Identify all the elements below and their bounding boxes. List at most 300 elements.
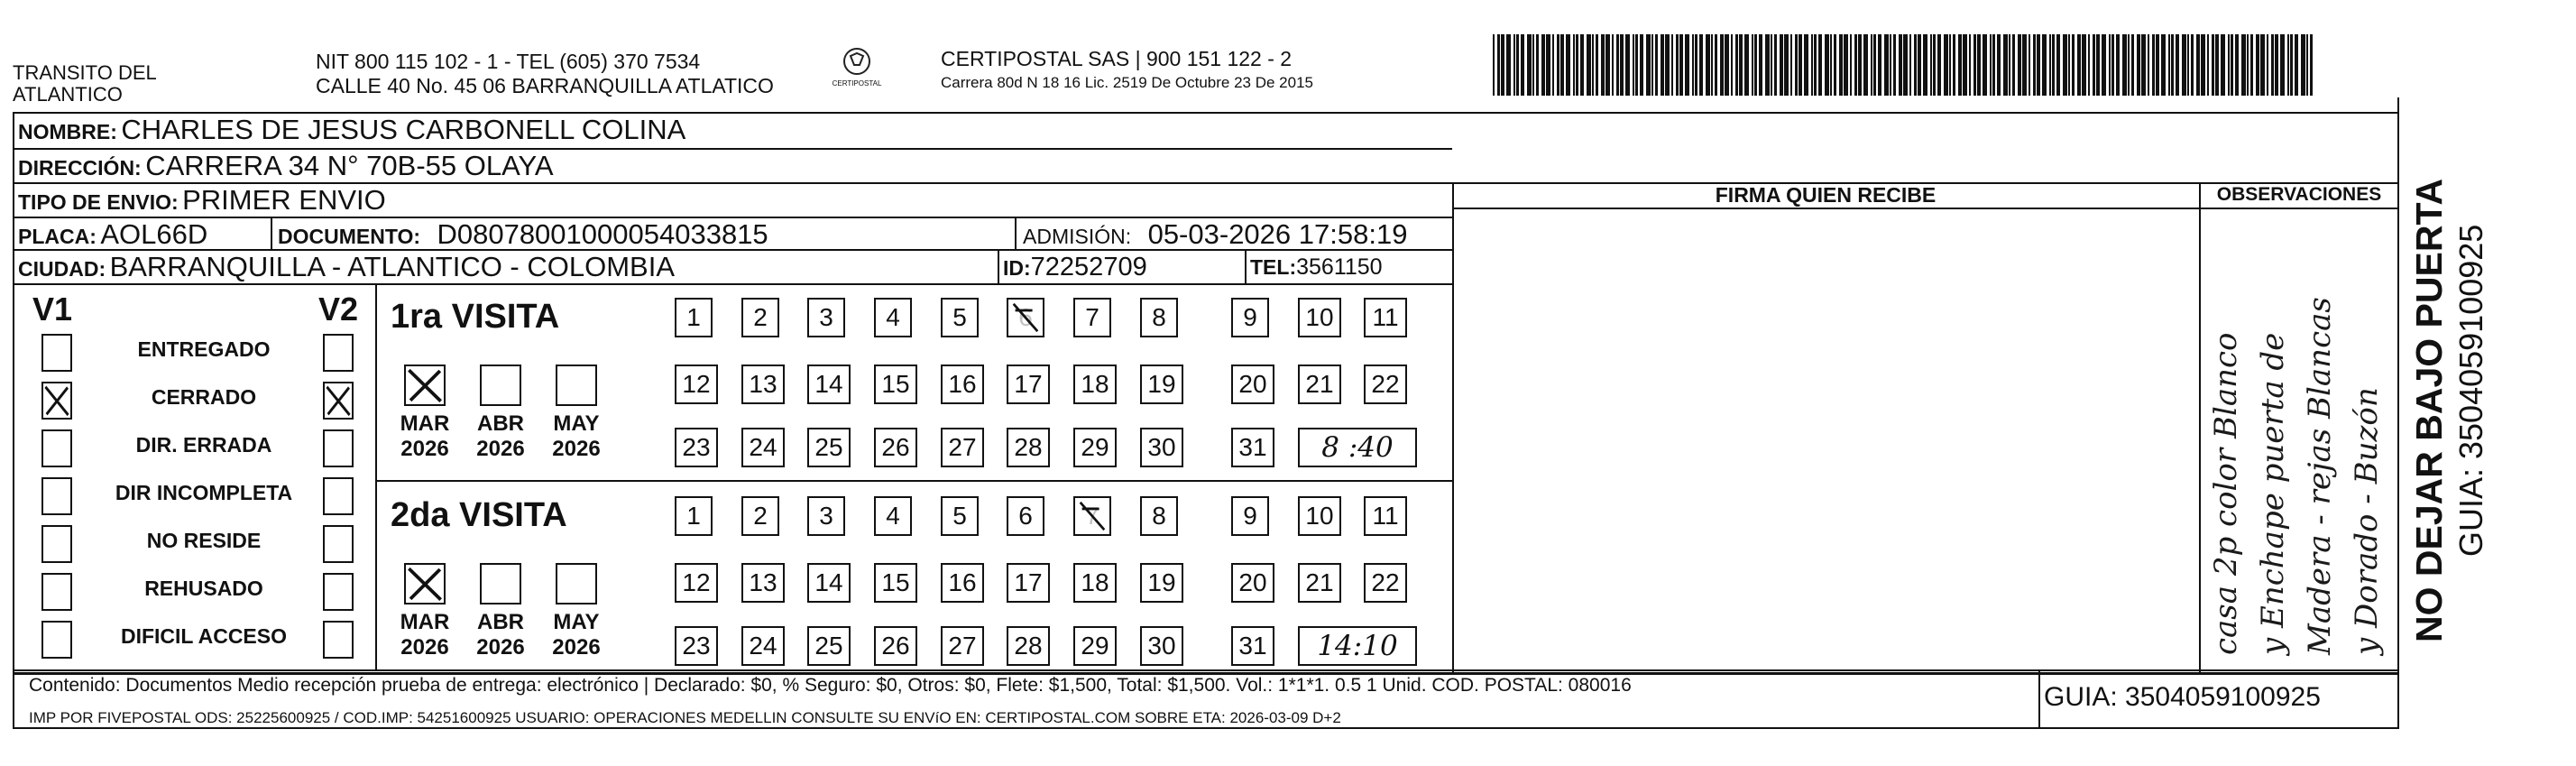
- day-box[interactable]: [675, 298, 713, 337]
- check-mark-icon: [325, 383, 352, 418]
- barcode-bar: [2096, 34, 2100, 96]
- barcode-bar: [1576, 34, 1578, 96]
- tel-value: 3561150: [1296, 254, 1383, 280]
- barcode-bar: [1587, 34, 1591, 96]
- barcode-bar: [1953, 34, 1955, 96]
- barcode-bar: [1825, 34, 1829, 96]
- barcode-bar: [2033, 34, 2036, 96]
- barcode-bar: [1818, 34, 1822, 96]
- barcode-bar: [1977, 34, 1981, 96]
- direccion-label: DIRECCIÓN:: [18, 156, 142, 180]
- month-year: 2026: [476, 635, 525, 660]
- observations-area: [2201, 209, 2396, 668]
- barcode-bar: [1592, 34, 1594, 96]
- day-box[interactable]: [1298, 365, 1341, 404]
- barcode-bar: [2156, 34, 2159, 96]
- barcode-bar: [2310, 34, 2313, 96]
- barcode-bar: [1501, 34, 1504, 96]
- day-box[interactable]: [1073, 365, 1117, 404]
- day-box[interactable]: [1298, 298, 1341, 337]
- day-number: 7: [1085, 502, 1099, 530]
- barcode-bar: [1601, 34, 1605, 96]
- day-box[interactable]: [941, 626, 984, 666]
- barcode-bar: [2003, 34, 2008, 96]
- day-number: 7: [1085, 303, 1099, 331]
- day-number: 2: [753, 502, 768, 530]
- day-number: 23: [682, 433, 711, 461]
- day-box[interactable]: [741, 298, 779, 337]
- barcode-bar: [2168, 34, 2170, 96]
- barcode-bar: [1899, 34, 1902, 96]
- day-number: 21: [1305, 370, 1334, 398]
- day-box[interactable]: [1364, 563, 1407, 603]
- barcode-bar: [2018, 34, 2021, 96]
- day-number: 10: [1305, 303, 1334, 331]
- day-box[interactable]: [874, 626, 917, 666]
- day-number: 27: [948, 632, 977, 660]
- day-number: 30: [1147, 433, 1176, 461]
- status-v2-checkbox[interactable]: [323, 573, 354, 611]
- visit-time[interactable]: 14:10: [1298, 626, 1417, 666]
- day-number: 2: [753, 303, 768, 331]
- barcode-bar: [1497, 34, 1500, 96]
- day-box[interactable]: [1073, 626, 1117, 666]
- barcode-bar: [2063, 34, 2067, 96]
- barcode-bar: [2161, 34, 2166, 96]
- barcode-bar: [2088, 34, 2090, 96]
- barcode-bar: [1676, 34, 1679, 96]
- month-checkbox[interactable]: [480, 365, 521, 406]
- placa-label: PLACA:: [18, 225, 97, 248]
- day-box[interactable]: [1140, 428, 1183, 467]
- barcode-bar: [1573, 34, 1575, 96]
- barcode-bar: [1997, 34, 2001, 96]
- ciudad-field: [18, 251, 675, 283]
- barcode-bar: [2022, 34, 2027, 96]
- barcode-bar: [1752, 34, 1753, 96]
- signature-area[interactable]: [1454, 209, 2197, 668]
- status-v2-checkbox[interactable]: [323, 382, 354, 420]
- nombre-row: [18, 114, 685, 146]
- day-box[interactable]: [941, 496, 979, 536]
- day-box[interactable]: [1073, 563, 1117, 603]
- day-number: 30: [1147, 632, 1176, 660]
- day-box[interactable]: [1140, 365, 1183, 404]
- barcode-bar: [2215, 34, 2219, 96]
- barcode-bar: [2235, 34, 2239, 96]
- day-box[interactable]: [741, 626, 785, 666]
- day-number: 5: [952, 502, 967, 530]
- logo-text: CERTIPOSTAL: [832, 79, 882, 88]
- barcode-bar: [2241, 34, 2246, 96]
- month-name: ABR: [477, 610, 524, 634]
- direccion-row: [18, 150, 554, 182]
- barcode-bar: [1640, 34, 1643, 96]
- barcode-bar: [1990, 34, 1992, 96]
- barcode-bar: [2191, 34, 2194, 96]
- barcode-bar: [2111, 34, 2114, 96]
- day-box[interactable]: [741, 428, 785, 467]
- barcode-bar: [2228, 34, 2230, 96]
- day-box[interactable]: [874, 428, 917, 467]
- day-box[interactable]: [1007, 365, 1050, 404]
- barcode-bar: [2116, 34, 2120, 96]
- barcode-bar: [1983, 34, 1987, 96]
- visit-time[interactable]: 8 :40: [1298, 428, 1417, 467]
- barcode-bar: [2109, 34, 2111, 96]
- status-v1-checkbox[interactable]: [41, 573, 72, 611]
- day-box[interactable]: [941, 365, 984, 404]
- barcode-bar: [1596, 34, 1598, 96]
- status-v1-checkbox[interactable]: [41, 334, 72, 372]
- barcode-bar: [1830, 34, 1832, 96]
- day-box[interactable]: [1231, 298, 1269, 337]
- imp-line: IMP POR FIVEPOSTAL ODS: 25225600925 / COD.IMP: 54251600925 USUARIO: OPERACIONES MEDELLIN CONSULTE SU ENVíO EN: CERTIPOSTAL.COM SOBRE ETA: 2026-03-09 D+2: [29, 709, 1341, 726]
- documento-label: DOCUMENTO:: [278, 225, 421, 248]
- barcode-bar: [1616, 34, 1619, 96]
- barcode-bar: [1933, 34, 1936, 96]
- day-number: 6: [1018, 502, 1033, 530]
- barcode-bar: [1918, 34, 1921, 96]
- barcode-bar: [1699, 34, 1703, 96]
- barcode-bar: [1884, 34, 1889, 96]
- documento-value: D08078001000054033815: [437, 218, 768, 250]
- day-box[interactable]: [1364, 365, 1407, 404]
- day-box[interactable]: [807, 365, 851, 404]
- status-label: DIR INCOMPLETA: [115, 481, 293, 504]
- day-number: 16: [948, 370, 977, 398]
- barcode: [1493, 34, 2314, 97]
- barcode-bar: [1557, 34, 1559, 96]
- barcode-bar: [1850, 34, 1852, 96]
- barcode-bar: [1580, 34, 1584, 96]
- v1-header: V1: [32, 291, 73, 328]
- status-label: REHUSADO: [144, 577, 263, 600]
- day-number: 17: [1014, 370, 1043, 398]
- barcode-bar: [1949, 34, 1951, 96]
- status-v1-checkbox[interactable]: [41, 382, 72, 420]
- certipostal-logo: [821, 45, 893, 101]
- check-mark-icon: [43, 383, 70, 418]
- day-number: 6: [1018, 303, 1033, 331]
- sender-name-line2: ATLANTICO: [13, 83, 123, 106]
- day-number: 8: [1152, 303, 1166, 331]
- barcode-bar: [1655, 34, 1658, 96]
- tipo-envio-value: PRIMER ENVIO: [182, 184, 386, 216]
- day-box[interactable]: [1007, 298, 1044, 337]
- month-checkbox[interactable]: [404, 365, 446, 406]
- day-box[interactable]: [1231, 496, 1269, 536]
- id-field: [1003, 253, 1147, 282]
- barcode-bar: [1765, 34, 1770, 96]
- day-box[interactable]: [941, 563, 984, 603]
- barcode-bar: [1633, 34, 1634, 96]
- barcode-bar: [2280, 34, 2285, 96]
- barcode-bar: [2137, 34, 2140, 96]
- barcode-bar: [1513, 34, 1515, 96]
- barcode-bar: [2068, 34, 2070, 96]
- barcode-bar: [1695, 34, 1697, 96]
- barcode-bar: [1811, 34, 1813, 96]
- barcode-bar: [1923, 34, 1927, 96]
- day-box[interactable]: [1007, 496, 1044, 536]
- day-number: 29: [1081, 433, 1109, 461]
- barcode-bar: [1665, 34, 1670, 96]
- month-year: 2026: [552, 437, 601, 461]
- admision-label: ADMISIÓN:: [1023, 225, 1132, 248]
- day-number: 8: [1152, 502, 1166, 530]
- barcode-bar: [1612, 34, 1614, 96]
- barcode-bar: [1706, 34, 1710, 96]
- nombre-label: NOMBRE:: [18, 120, 117, 143]
- status-v2-checkbox[interactable]: [323, 429, 354, 467]
- month-name: ABR: [477, 411, 524, 436]
- handwritten-line: casa 2p color Blanco: [2208, 332, 2244, 655]
- day-box[interactable]: [1140, 563, 1183, 603]
- barcode-bar: [1711, 34, 1713, 96]
- direccion-value: CARRERA 34 N° 70B-55 OLAYA: [145, 150, 554, 181]
- month-checkbox[interactable]: [556, 563, 597, 604]
- month-year: 2026: [400, 437, 449, 461]
- barcode-bar: [1963, 34, 1967, 96]
- barcode-bar: [1651, 34, 1653, 96]
- barcode-bar: [1771, 34, 1772, 96]
- day-box[interactable]: [1231, 365, 1274, 404]
- day-box[interactable]: [807, 626, 851, 666]
- barcode-bar: [2287, 34, 2289, 96]
- day-number: 10: [1305, 502, 1334, 530]
- barcode-bar: [2271, 34, 2274, 96]
- day-number: 16: [948, 568, 977, 596]
- barcode-bar: [1493, 34, 1495, 96]
- day-number: 15: [881, 568, 910, 596]
- day-number: 26: [881, 632, 910, 660]
- month-label: [469, 610, 532, 660]
- ciudad-label: CIUDAD:: [18, 257, 106, 281]
- barcode-bar: [1635, 34, 1638, 96]
- status-v1-checkbox[interactable]: [41, 621, 72, 659]
- barcode-bar: [1903, 34, 1908, 96]
- day-number: 13: [749, 370, 777, 398]
- handwritten-line: Madera - rejas Blancas: [2302, 297, 2338, 655]
- day-box[interactable]: [1364, 298, 1407, 337]
- status-v1-checkbox[interactable]: [41, 477, 72, 515]
- day-box[interactable]: [1231, 563, 1274, 603]
- barcode-bar: [1969, 34, 1971, 96]
- day-box[interactable]: [1140, 496, 1178, 536]
- day-box[interactable]: [1007, 428, 1050, 467]
- barcode-bar: [2029, 34, 2030, 96]
- day-box[interactable]: [807, 298, 845, 337]
- day-number: 4: [886, 303, 900, 331]
- barcode-bar: [2077, 34, 2081, 96]
- day-number: 12: [682, 568, 711, 596]
- day-box[interactable]: [807, 428, 851, 467]
- ciudad-value: BARRANQUILLA - ATLANTICO - COLOMBIA: [109, 251, 676, 282]
- month-checkbox[interactable]: [556, 365, 597, 406]
- barcode-bar: [1958, 34, 1962, 96]
- status-label: DIR. ERRADA: [135, 433, 272, 457]
- barcode-bar: [1893, 34, 1896, 96]
- month-name: MAR: [400, 411, 450, 436]
- status-v2-checkbox[interactable]: [323, 334, 354, 372]
- id-label: ID:: [1003, 256, 1031, 280]
- day-number: 14: [814, 370, 843, 398]
- barcode-bar: [2049, 34, 2051, 96]
- barcode-bar: [1560, 34, 1564, 96]
- day-number: 18: [1081, 568, 1109, 596]
- month-label: [393, 411, 456, 462]
- month-year: 2026: [552, 635, 601, 660]
- day-box[interactable]: [941, 428, 984, 467]
- day-box[interactable]: [1073, 496, 1111, 536]
- admision-field: [1023, 218, 1407, 251]
- barcode-bar: [2128, 34, 2130, 96]
- day-number: 24: [749, 433, 777, 461]
- day-number: 27: [948, 433, 977, 461]
- license-line: Carrera 80d N 18 16 Lic. 2519 De Octubre 23 De 2015: [941, 74, 1313, 91]
- barcode-bar: [2056, 34, 2060, 96]
- month-checkbox[interactable]: [480, 563, 521, 604]
- day-number: 9: [1243, 502, 1257, 530]
- barcode-bar: [1774, 34, 1777, 96]
- barcode-bar: [2171, 34, 2174, 96]
- barcode-bar: [2275, 34, 2278, 96]
- day-box[interactable]: [1231, 626, 1274, 666]
- day-box[interactable]: [1140, 298, 1178, 337]
- day-box[interactable]: [675, 496, 713, 536]
- barcode-bar: [1506, 34, 1511, 96]
- day-number: 22: [1371, 370, 1400, 398]
- day-box[interactable]: [807, 496, 845, 536]
- day-number: 19: [1147, 568, 1176, 596]
- status-v1-checkbox[interactable]: [41, 525, 72, 563]
- barcode-bar: [1834, 34, 1836, 96]
- barcode-bar: [1546, 34, 1550, 96]
- barcode-bar: [2187, 34, 2189, 96]
- barcode-bar: [1739, 34, 1743, 96]
- barcode-bar: [2301, 34, 2305, 96]
- status-v2-checkbox[interactable]: [323, 525, 354, 563]
- barcode-bar: [2221, 34, 2225, 96]
- day-box[interactable]: [874, 365, 917, 404]
- day-box[interactable]: [874, 563, 917, 603]
- barcode-bar: [1679, 34, 1683, 96]
- day-number: 28: [1014, 433, 1043, 461]
- month-label: [545, 610, 608, 660]
- day-box[interactable]: [874, 496, 912, 536]
- day-box[interactable]: [1231, 428, 1274, 467]
- barcode-bar: [1839, 34, 1843, 96]
- barcode-bar: [1661, 34, 1664, 96]
- barcode-bar: [1799, 34, 1802, 96]
- month-name: MAY: [553, 411, 600, 436]
- visit-title: 1ra VISITA: [391, 298, 560, 336]
- day-number: 12: [682, 370, 711, 398]
- day-box[interactable]: [1298, 563, 1341, 603]
- day-box[interactable]: [1073, 428, 1117, 467]
- barcode-bar: [2082, 34, 2086, 96]
- sender-address: CALLE 40 No. 45 06 BARRANQUILLA ATLATICO: [316, 74, 774, 97]
- status-label: CERRADO: [151, 385, 257, 409]
- day-box[interactable]: [1007, 626, 1050, 666]
- barcode-bar: [1804, 34, 1808, 96]
- barcode-bar: [1646, 34, 1651, 96]
- footer-guia: GUIA: 3504059100925: [2044, 682, 2321, 712]
- day-number: 20: [1238, 568, 1267, 596]
- day-box[interactable]: [807, 563, 851, 603]
- sender-nit: NIT 800 115 102 - 1 - TEL (605) 370 7534: [316, 50, 701, 73]
- day-box[interactable]: [675, 626, 718, 666]
- barcode-bar: [2141, 34, 2146, 96]
- barcode-bar: [1759, 34, 1762, 96]
- day-number: 20: [1238, 370, 1267, 398]
- barcode-bar: [1725, 34, 1729, 96]
- status-label: NO RESIDE: [146, 529, 262, 552]
- day-box[interactable]: [741, 365, 785, 404]
- month-label: [393, 610, 456, 660]
- day-number: 18: [1081, 370, 1109, 398]
- side-notice: [2406, 119, 2506, 642]
- day-number: 4: [886, 502, 900, 530]
- barcode-bar: [2122, 34, 2127, 96]
- day-number: 24: [749, 632, 777, 660]
- day-box[interactable]: [675, 563, 718, 603]
- barcode-bar: [1992, 34, 1995, 96]
- status-v2-checkbox[interactable]: [323, 477, 354, 515]
- barcode-bar: [1532, 34, 1534, 96]
- barcode-bar: [2012, 34, 2015, 96]
- day-box[interactable]: [1073, 298, 1111, 337]
- barcode-bar: [2256, 34, 2259, 96]
- month-year: 2026: [476, 437, 525, 461]
- day-box[interactable]: [1364, 496, 1407, 536]
- day-number: 11: [1372, 502, 1399, 530]
- day-box[interactable]: [941, 298, 979, 337]
- month-checkbox[interactable]: [404, 563, 446, 604]
- day-box[interactable]: [675, 428, 718, 467]
- status-label: DIFICIL ACCESO: [120, 624, 287, 648]
- day-box[interactable]: [1140, 626, 1183, 666]
- day-box[interactable]: [874, 298, 912, 337]
- status-v2-checkbox[interactable]: [323, 621, 354, 659]
- barcode-bar: [1780, 34, 1783, 96]
- barcode-bar: [1795, 34, 1798, 96]
- barcode-bar: [1692, 34, 1694, 96]
- day-box[interactable]: [741, 563, 785, 603]
- day-number: 28: [1014, 632, 1043, 660]
- day-number: 3: [819, 502, 833, 530]
- day-box[interactable]: [1007, 563, 1050, 603]
- barcode-bar: [1909, 34, 1911, 96]
- barcode-bar: [2267, 34, 2268, 96]
- barcode-bar: [2295, 34, 2298, 96]
- day-number: 25: [814, 433, 843, 461]
- day-number: 22: [1371, 568, 1400, 596]
- tel-field: [1250, 254, 1383, 281]
- barcode-bar: [2306, 34, 2308, 96]
- contenido-line: Contenido: Documentos Medio recepción prueba de entrega: electrónico | Declarado: $0, % Seguro: $0, Otros: $0, Flete: $1,500, Total: $1,500. Vol.: 1*1*1. 0.5 1 Unid. COD. POSTAL: 080016: [29, 675, 1632, 696]
- day-box[interactable]: [1298, 496, 1341, 536]
- barcode-bar: [1536, 34, 1539, 96]
- day-number: 14: [814, 568, 843, 596]
- day-number: 5: [952, 303, 967, 331]
- day-box[interactable]: [675, 365, 718, 404]
- day-box[interactable]: [741, 496, 779, 536]
- barcode-bar: [1625, 34, 1630, 96]
- day-number: 19: [1147, 370, 1176, 398]
- status-v1-checkbox[interactable]: [41, 429, 72, 467]
